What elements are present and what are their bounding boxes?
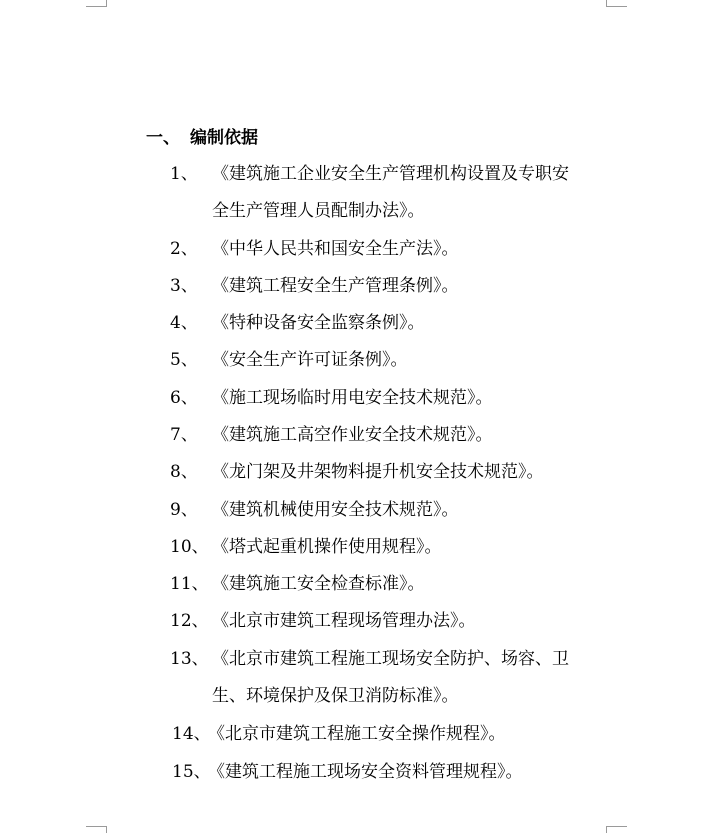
list-item-number: 4、 (170, 313, 198, 333)
list-item-text: 《塔式起重机操作使用规程》。 (212, 537, 442, 557)
list-item-text: 《北京市建筑工程现场管理办法》。 (212, 611, 476, 631)
list-item-number: 15、 (172, 762, 211, 782)
list-item-number: 10、 (170, 537, 209, 557)
list-item-text: 《建筑机械使用安全技术规范》。 (212, 500, 459, 520)
list-item-text: 《龙门架及井架物料提升机安全技术规范》。 (212, 462, 544, 482)
section-number: 一、 (146, 128, 180, 148)
list-item-number: 1、 (170, 164, 198, 184)
section-title: 编制依据 (190, 128, 258, 148)
list-item-number: 11、 (170, 574, 209, 594)
list-item-number: 8、 (170, 462, 198, 482)
list-item-number: 6、 (170, 388, 198, 408)
list-item-continuation: 全生产管理人员配制办法》。 (212, 201, 425, 221)
list-item-number: 7、 (170, 425, 198, 445)
list-item-number: 5、 (170, 350, 198, 370)
list-item-number: 2、 (170, 239, 198, 259)
section-heading (146, 123, 258, 148)
list-item-text: 《建筑施工高空作业安全技术规范》。 (212, 425, 493, 445)
list-item-continuation: 生、环境保护及保卫消防标准》。 (212, 686, 459, 706)
list-item-number: 3、 (170, 276, 198, 296)
list-item-text: 《建筑施工企业安全生产管理机构设置及专职安 (212, 164, 569, 184)
crop-mark-top-left (86, 0, 107, 7)
list-item-number: 14、 (172, 724, 211, 744)
list-item-text: 《北京市建筑工程施工安全操作规程》。 (208, 724, 506, 744)
list-item-text: 《安全生产许可证条例》。 (212, 350, 408, 370)
list-item-text: 《建筑施工安全检查标准》。 (212, 574, 425, 594)
list-item-text: 《特种设备安全监察条例》。 (212, 313, 425, 333)
list-item-text: 《建筑工程安全生产管理条例》。 (212, 276, 459, 296)
list-item-number: 12、 (170, 611, 209, 631)
list-item-text: 《施工现场临时用电安全技术规范》。 (212, 388, 493, 408)
list-item-number: 13、 (170, 649, 209, 669)
list-item-number: 9、 (170, 500, 198, 520)
list-item-text: 《北京市建筑工程施工现场安全防护、场容、卫 (212, 649, 569, 669)
list-item-text: 《建筑工程施工现场安全资料管理规程》。 (208, 762, 523, 782)
list-item-text: 《中华人民共和国安全生产法》。 (212, 239, 459, 259)
crop-mark-top-right (606, 0, 627, 7)
